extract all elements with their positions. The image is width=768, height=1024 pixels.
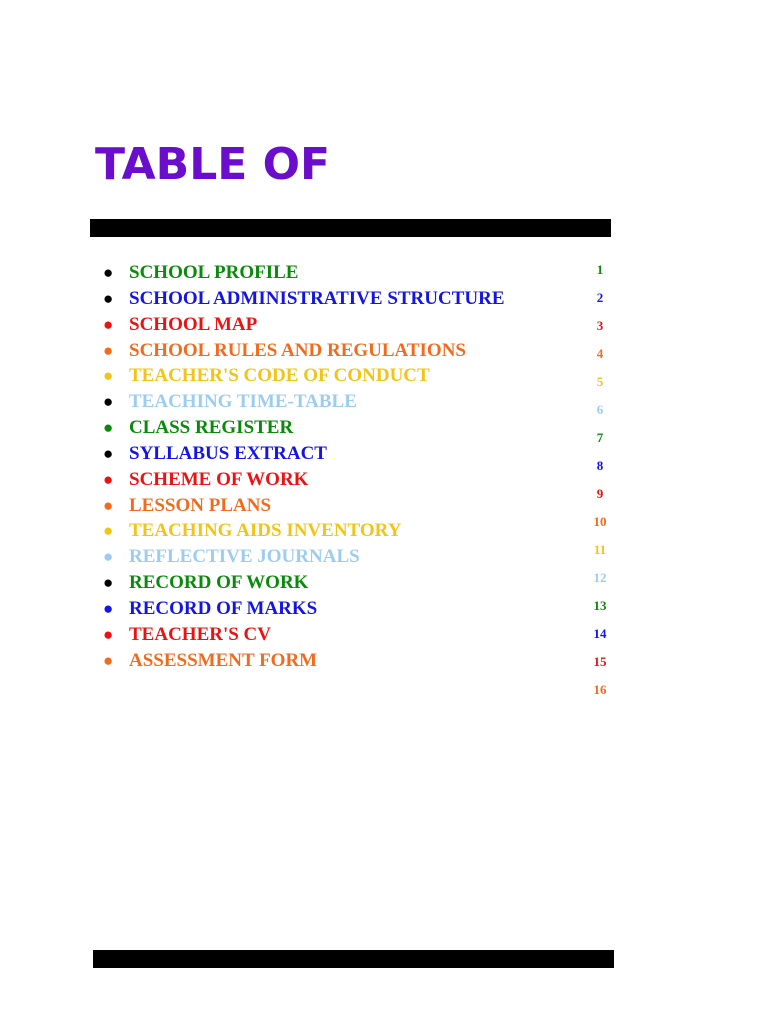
toc-page-number: 1 [596, 262, 604, 277]
bullet-icon: ● [103, 547, 114, 567]
toc-entry [100, 312, 560, 338]
toc-entry-label: CLASS REGISTER [129, 417, 294, 439]
toc-entry [100, 518, 560, 544]
toc-page-number: 6 [596, 402, 604, 417]
bullet-icon: ● [103, 521, 114, 541]
toc-entry [100, 441, 560, 467]
bullet-icon: ● [103, 650, 114, 670]
toc-entry [100, 467, 560, 493]
toc-entry-label: SCHOOL RULES AND REGULATIONS [129, 339, 466, 361]
toc-entry [100, 415, 560, 441]
toc-entry-label: TEACHING TIME-TABLE [129, 391, 357, 413]
toc-page-number: 15 [593, 654, 607, 669]
toc-page-number: 3 [596, 318, 604, 333]
toc-page-number: 13 [593, 598, 607, 613]
bullet-icon: ● [103, 288, 114, 308]
toc-entry [100, 286, 560, 312]
toc-entry [100, 338, 560, 364]
toc-entry-label: TEACHER'S CV [129, 623, 271, 645]
bullet-icon: ● [103, 392, 114, 412]
toc-entry-label: SCHOOL ADMINISTRATIVE STRUCTURE [129, 287, 505, 309]
toc-page-number: 2 [596, 290, 604, 305]
toc-entry [100, 544, 560, 570]
toc-entry-label: TEACHING AIDS INVENTORY [129, 520, 402, 542]
bullet-icon: ● [103, 598, 114, 618]
toc-entry [100, 596, 560, 622]
bullet-icon: ● [103, 263, 114, 282]
toc-entry [100, 493, 560, 519]
toc-entry-label: RECORD OF MARKS [129, 597, 318, 619]
toc-entry-label: SCHOOL MAP [129, 313, 258, 335]
toc-entry [100, 363, 560, 389]
toc-page-number: 16 [593, 682, 607, 697]
toc-page-number: 4 [596, 346, 604, 361]
page-title: TABLE OF [95, 139, 331, 190]
toc-entry-label: SYLLABUS EXTRACT [129, 442, 327, 464]
bullet-icon: ● [103, 443, 114, 463]
bullet-icon: ● [103, 366, 114, 386]
toc-entry-label: SCHEME OF WORK [129, 468, 309, 490]
bullet-icon: ● [103, 469, 114, 489]
bullet-icon: ● [103, 340, 114, 360]
toc-entry-list [100, 260, 560, 674]
bullet-icon: ● [103, 314, 114, 334]
toc-entry [100, 389, 560, 415]
toc-page-number: 9 [596, 486, 604, 501]
bullet-icon: ● [103, 573, 114, 593]
bullet-icon: ● [103, 624, 114, 644]
toc-entry [100, 648, 560, 674]
toc-page-number: 8 [596, 458, 604, 473]
bullet-icon: ● [103, 495, 114, 515]
toc-entry [100, 570, 560, 596]
toc-page-number: 11 [593, 542, 607, 557]
toc-page-number: 10 [593, 514, 607, 529]
toc-entry-label: TEACHER'S CODE OF CONDUCT [129, 365, 430, 387]
top-divider-bar [90, 219, 611, 237]
toc-page-number-list [580, 256, 620, 704]
bottom-divider-bar [93, 950, 614, 968]
bullet-icon: ● [103, 418, 114, 438]
toc-entry-label: RECORD OF WORK [129, 572, 309, 594]
toc-entry-label: SCHOOL PROFILE [129, 262, 299, 283]
toc-entry-label: LESSON PLANS [129, 494, 272, 516]
toc-entry [100, 622, 560, 648]
toc-entry-label: ASSESSMENT FORM [129, 649, 318, 671]
toc-page-number: 5 [596, 374, 604, 389]
toc-page-number: 7 [596, 430, 604, 445]
toc-entry [100, 260, 560, 286]
toc-page-number: 12 [593, 570, 607, 585]
toc-page-number: 14 [593, 626, 607, 641]
toc-entry-label: REFLECTIVE JOURNALS [129, 546, 360, 568]
